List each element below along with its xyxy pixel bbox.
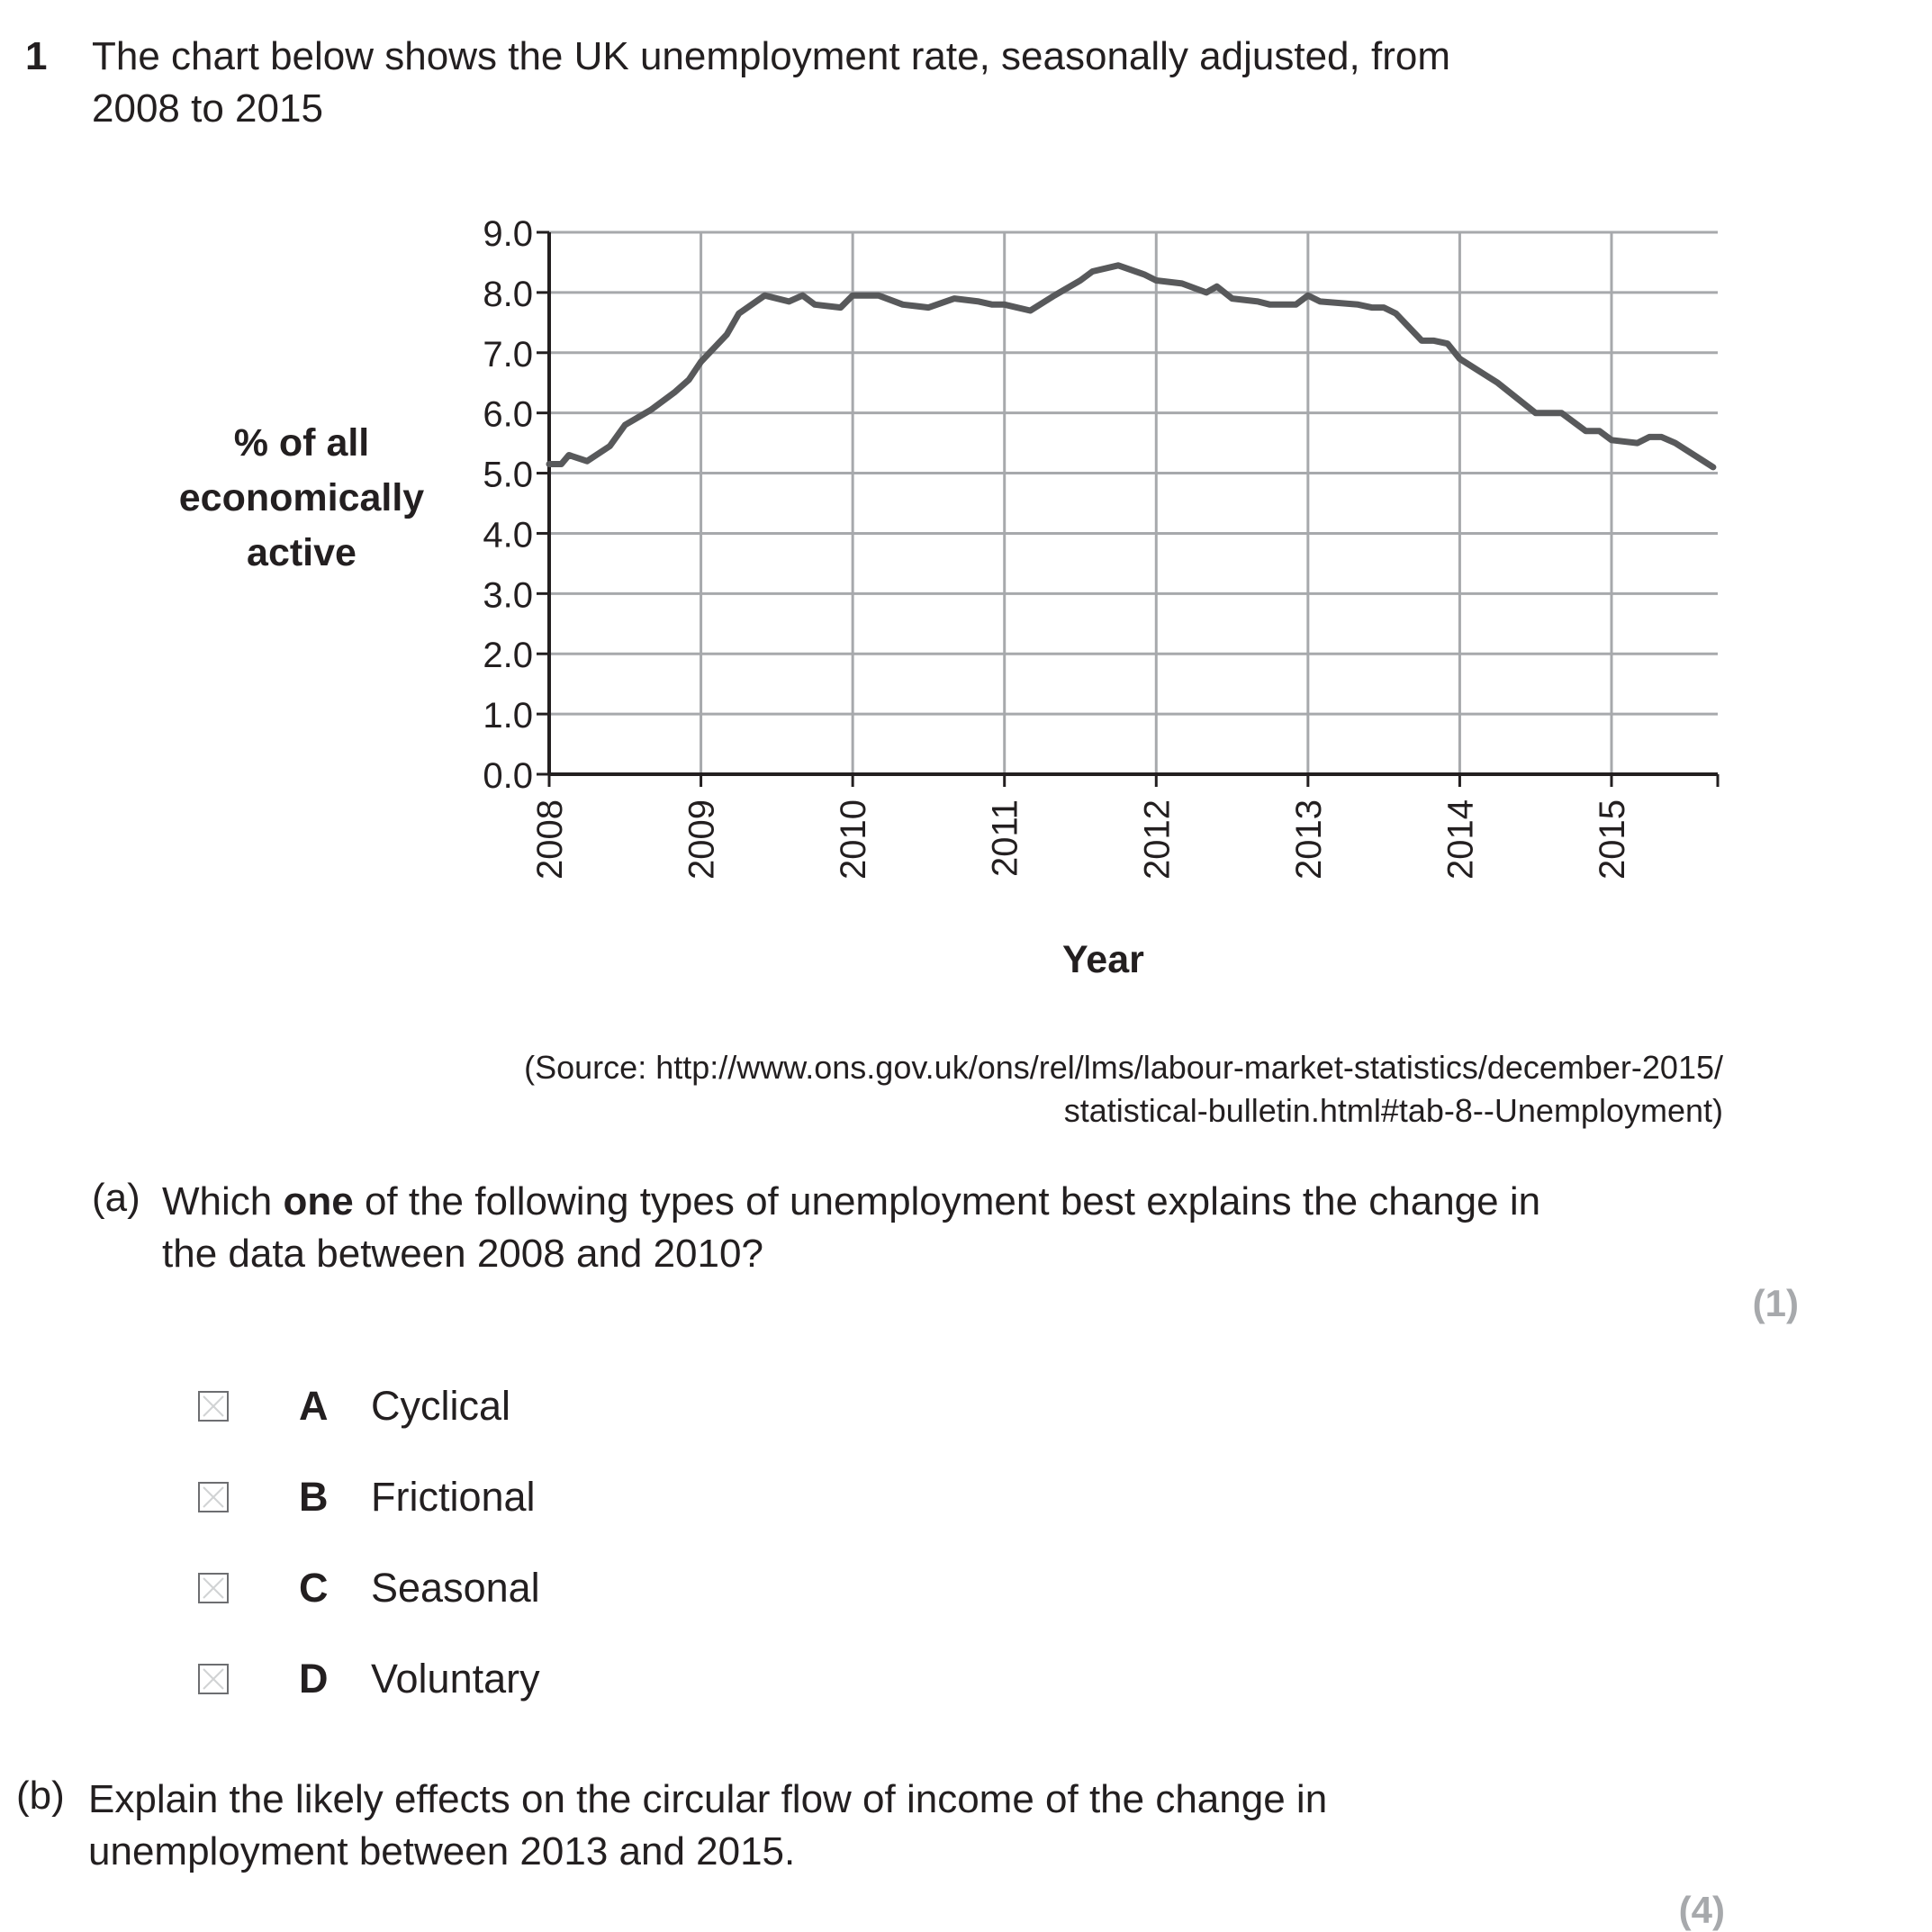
part-b-line-1: Explain the likely effects on the circular flow of income of the change in — [88, 1777, 1328, 1821]
y-tick-label: 8.0 — [483, 274, 533, 314]
y-tick-label: 0.0 — [483, 756, 533, 796]
x-tick-label: 2013 — [1288, 799, 1329, 880]
part-a-text-after: of the following types of unemployment best explains the change in — [353, 1179, 1541, 1223]
source-line-1: (Source: http://www.ons.gov.uk/ons/rel/lms/labour-market-statistics/december-2015/ — [524, 1049, 1723, 1086]
option-b-text: Frictional — [371, 1474, 536, 1520]
intro-line-2: 2008 to 2015 — [92, 86, 323, 131]
part-a-marks: (1) — [1752, 1282, 1799, 1324]
x-tick-label: 2012 — [1137, 799, 1178, 880]
option-a[interactable] — [198, 1379, 511, 1433]
option-a-text: Cyclical — [371, 1383, 511, 1429]
y-tick-label: 3.0 — [483, 575, 533, 616]
cross-icon — [200, 1575, 227, 1602]
y-tick-label: 6.0 — [483, 394, 533, 435]
option-a-letter: A — [299, 1383, 329, 1429]
part-b-line-2: unemployment between 2013 and 2015. — [88, 1829, 796, 1873]
unemployment-line-chart — [0, 0, 1932, 936]
source-citation — [283, 1046, 1723, 1133]
part-b-question — [88, 1774, 1619, 1878]
part-b-marks: (4) — [1678, 1889, 1725, 1931]
intro-line-1: The chart below shows the UK unemployment rate, seasonally adjusted, from — [92, 34, 1450, 78]
x-tick-label: 2008 — [530, 799, 570, 880]
cross-icon — [200, 1484, 227, 1511]
source-line-2: statistical-bulletin.html#tab-8--Unemployment) — [1063, 1092, 1723, 1129]
x-tick-label: 2015 — [1593, 799, 1632, 880]
part-a-text-before: Which — [162, 1179, 284, 1223]
option-b-checkbox[interactable] — [198, 1482, 229, 1512]
option-d-checkbox[interactable] — [198, 1664, 229, 1694]
option-d-letter: D — [299, 1656, 329, 1702]
y-tick-label: 5.0 — [483, 455, 533, 495]
y-tick-label: 7.0 — [483, 334, 533, 375]
option-c[interactable] — [198, 1561, 540, 1615]
option-d-text: Voluntary — [371, 1656, 540, 1702]
y-tick-label: 1.0 — [483, 696, 533, 736]
option-b[interactable] — [198, 1470, 536, 1524]
x-tick-label: 2011 — [985, 799, 1025, 878]
option-c-checkbox[interactable] — [198, 1573, 229, 1603]
x-tick-label: 2010 — [834, 799, 874, 880]
cross-icon — [200, 1393, 227, 1420]
part-b-label: (b) — [16, 1774, 65, 1818]
part-a-line-1 — [162, 1176, 1693, 1228]
part-a-emphasis: one — [283, 1179, 354, 1223]
option-b-letter: B — [299, 1474, 329, 1520]
option-a-checkbox[interactable] — [198, 1391, 229, 1422]
y-tick-label: 2.0 — [483, 636, 533, 676]
y-label-line-3: active — [247, 531, 357, 574]
x-tick-label: 2009 — [682, 799, 722, 880]
part-a-question — [162, 1176, 1693, 1280]
option-c-letter: C — [299, 1565, 329, 1611]
y-tick-label: 4.0 — [483, 515, 533, 555]
question-number: 1 — [25, 34, 48, 78]
part-a-line-2: the data between 2008 and 2010? — [162, 1232, 763, 1276]
option-d[interactable] — [198, 1652, 540, 1706]
option-c-text: Seasonal — [371, 1565, 540, 1611]
chart-x-axis-label: Year — [1062, 938, 1144, 981]
y-tick-label: 9.0 — [483, 214, 533, 254]
unemployment-series-line — [549, 266, 1713, 467]
y-label-line-1: % of all — [233, 421, 370, 465]
cross-icon — [200, 1666, 227, 1693]
x-tick-label: 2014 — [1440, 799, 1481, 880]
part-a-label: (a) — [92, 1176, 140, 1220]
y-label-line-2: economically — [178, 476, 425, 519]
